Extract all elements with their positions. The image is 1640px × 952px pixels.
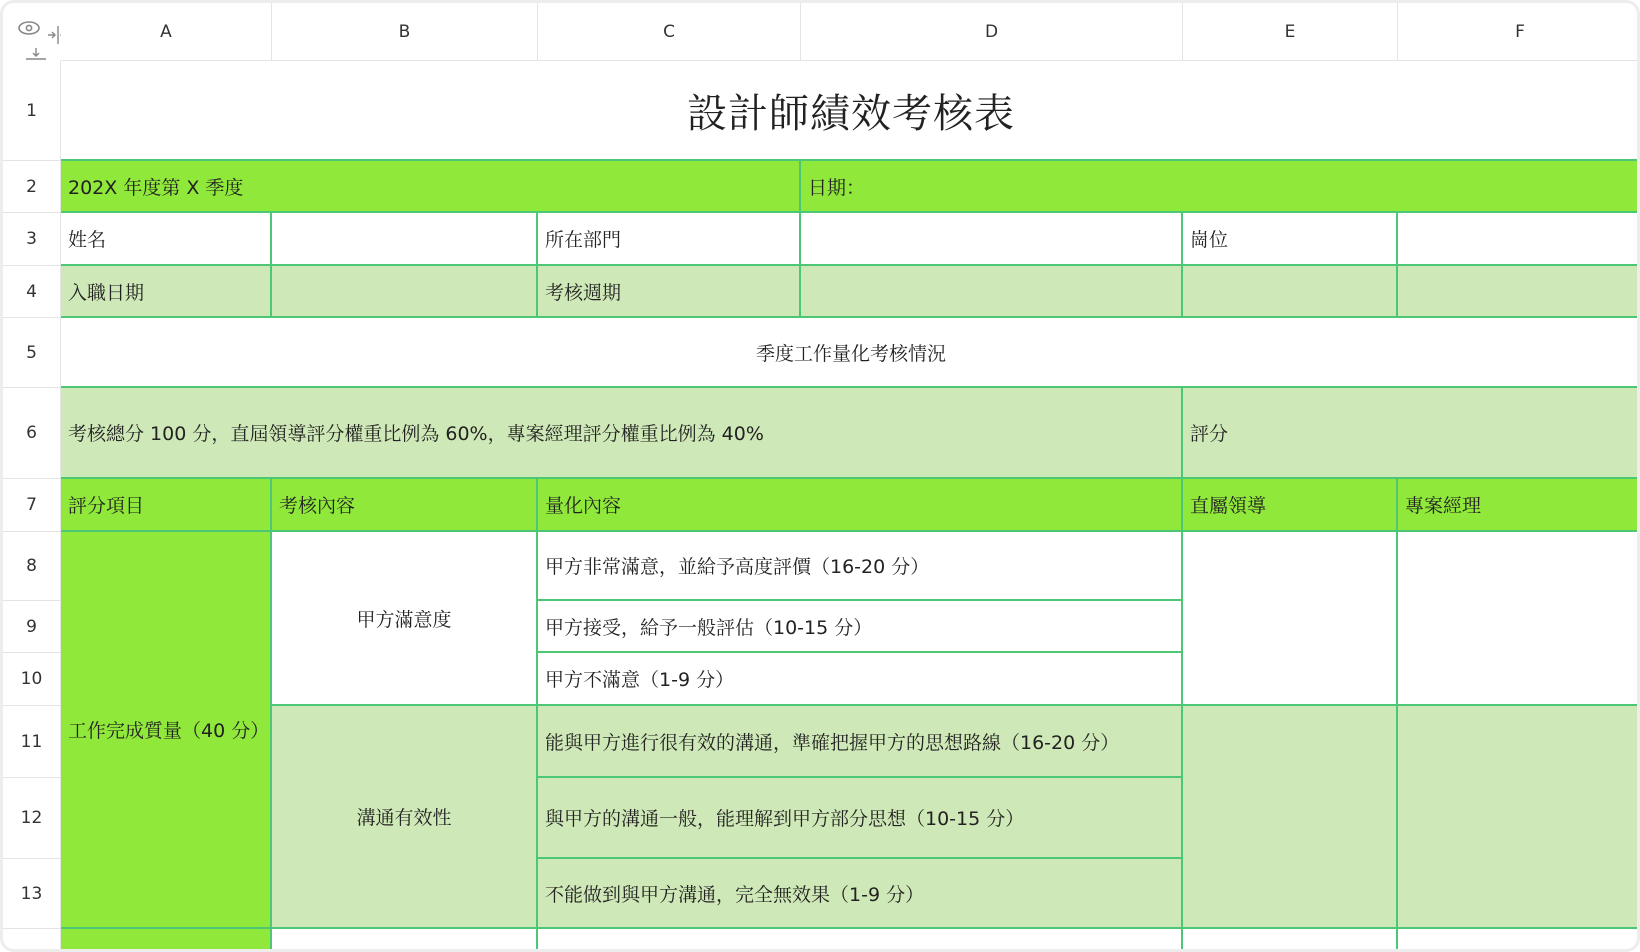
- leader-score-cell-1[interactable]: [1183, 532, 1398, 706]
- column-header-a[interactable]: A: [61, 3, 272, 61]
- period-cell[interactable]: 202X 年度第 X 季度: [61, 161, 801, 213]
- empty-cell-e4[interactable]: [1183, 266, 1398, 318]
- row-header-5[interactable]: 5: [3, 318, 61, 388]
- column-header-e[interactable]: E: [1183, 3, 1398, 61]
- row-header-7[interactable]: 7: [3, 479, 61, 532]
- post-label-cell[interactable]: 崗位: [1183, 213, 1398, 266]
- content-cell-14[interactable]: [272, 929, 538, 952]
- column-header-d[interactable]: D: [801, 3, 1183, 61]
- quant-cell-8[interactable]: 甲方非常滿意，並給予高度評價（16-20 分）: [538, 532, 1183, 601]
- dept-label-cell[interactable]: 所在部門: [538, 213, 801, 266]
- row-header-2[interactable]: 2: [3, 161, 61, 213]
- dept-value-cell[interactable]: [801, 213, 1183, 266]
- row-header-4[interactable]: 4: [3, 266, 61, 318]
- column-header-f[interactable]: F: [1398, 3, 1640, 61]
- item-quality-cell[interactable]: 工作完成質量（40 分）: [61, 532, 272, 929]
- pm-score-cell-1[interactable]: [1398, 532, 1640, 706]
- col-leader-header[interactable]: 直屬領導: [1183, 479, 1398, 532]
- cycle-label-cell[interactable]: 考核週期: [538, 266, 801, 318]
- quant-cell-13[interactable]: 不能做到與甲方溝通，完全無效果（1-9 分）: [538, 859, 1183, 929]
- col-content-header[interactable]: 考核內容: [272, 479, 538, 532]
- date-cell[interactable]: 日期：: [801, 161, 1640, 213]
- leader-score-cell-2[interactable]: [1183, 706, 1398, 929]
- quant-cell-12[interactable]: 與甲方的溝通一般，能理解到甲方部分思想（10-15 分）: [538, 778, 1183, 859]
- quant-cell-14[interactable]: [538, 929, 1183, 952]
- row-header-14[interactable]: [3, 929, 61, 952]
- quant-cell-10[interactable]: 甲方不滿意（1-9 分）: [538, 653, 1183, 706]
- empty-cell-f4[interactable]: [1398, 266, 1640, 318]
- section-title-cell[interactable]: 季度工作量化考核情況: [61, 318, 1640, 388]
- eye-icon[interactable]: [18, 21, 40, 38]
- row-header-8[interactable]: 8: [3, 532, 61, 601]
- row-header-10[interactable]: 10: [3, 653, 61, 706]
- column-header-c[interactable]: C: [538, 3, 801, 61]
- weight-note-cell[interactable]: 考核總分 100 分，直屆領導評分權重比例為 60%，專案經理評分權重比例為 40%: [61, 388, 1183, 479]
- column-header-b[interactable]: B: [272, 3, 538, 61]
- item-cell-14[interactable]: [61, 929, 272, 952]
- post-value-cell[interactable]: [1398, 213, 1640, 266]
- row-header-11[interactable]: 11: [3, 706, 61, 778]
- name-value-cell[interactable]: [272, 213, 538, 266]
- join-value-cell[interactable]: [272, 266, 538, 318]
- sheet-title[interactable]: 設計師績效考核表: [61, 61, 1640, 161]
- score-header-cell[interactable]: 評分: [1183, 388, 1640, 479]
- row-header-12[interactable]: 12: [3, 778, 61, 859]
- sub-satisfaction-cell[interactable]: 甲方滿意度: [272, 532, 538, 706]
- row-header-6[interactable]: 6: [3, 388, 61, 479]
- row-header-3[interactable]: 3: [3, 213, 61, 266]
- pm-score-cell-2[interactable]: [1398, 706, 1640, 929]
- row-header-9[interactable]: 9: [3, 601, 61, 653]
- col-pm-header[interactable]: 專案經理: [1398, 479, 1640, 532]
- row-header-13[interactable]: 13: [3, 859, 61, 929]
- quant-cell-11[interactable]: 能與甲方進行很有效的溝通，準確把握甲方的思想路線（16-20 分）: [538, 706, 1183, 778]
- sub-communication-cell[interactable]: 溝通有效性: [272, 706, 538, 929]
- pm-cell-14[interactable]: [1398, 929, 1640, 952]
- col-item-header[interactable]: 評分項目: [61, 479, 272, 532]
- name-label-cell[interactable]: 姓名: [61, 213, 272, 266]
- quant-cell-9[interactable]: 甲方接受，給予一般評估（10-15 分）: [538, 601, 1183, 653]
- col-quant-header[interactable]: 量化內容: [538, 479, 1183, 532]
- cycle-value-cell[interactable]: [801, 266, 1183, 318]
- row-header-1[interactable]: 1: [3, 61, 61, 161]
- join-label-cell[interactable]: 入職日期: [61, 266, 272, 318]
- sheet-corner: [3, 3, 62, 62]
- leader-cell-14[interactable]: [1183, 929, 1398, 952]
